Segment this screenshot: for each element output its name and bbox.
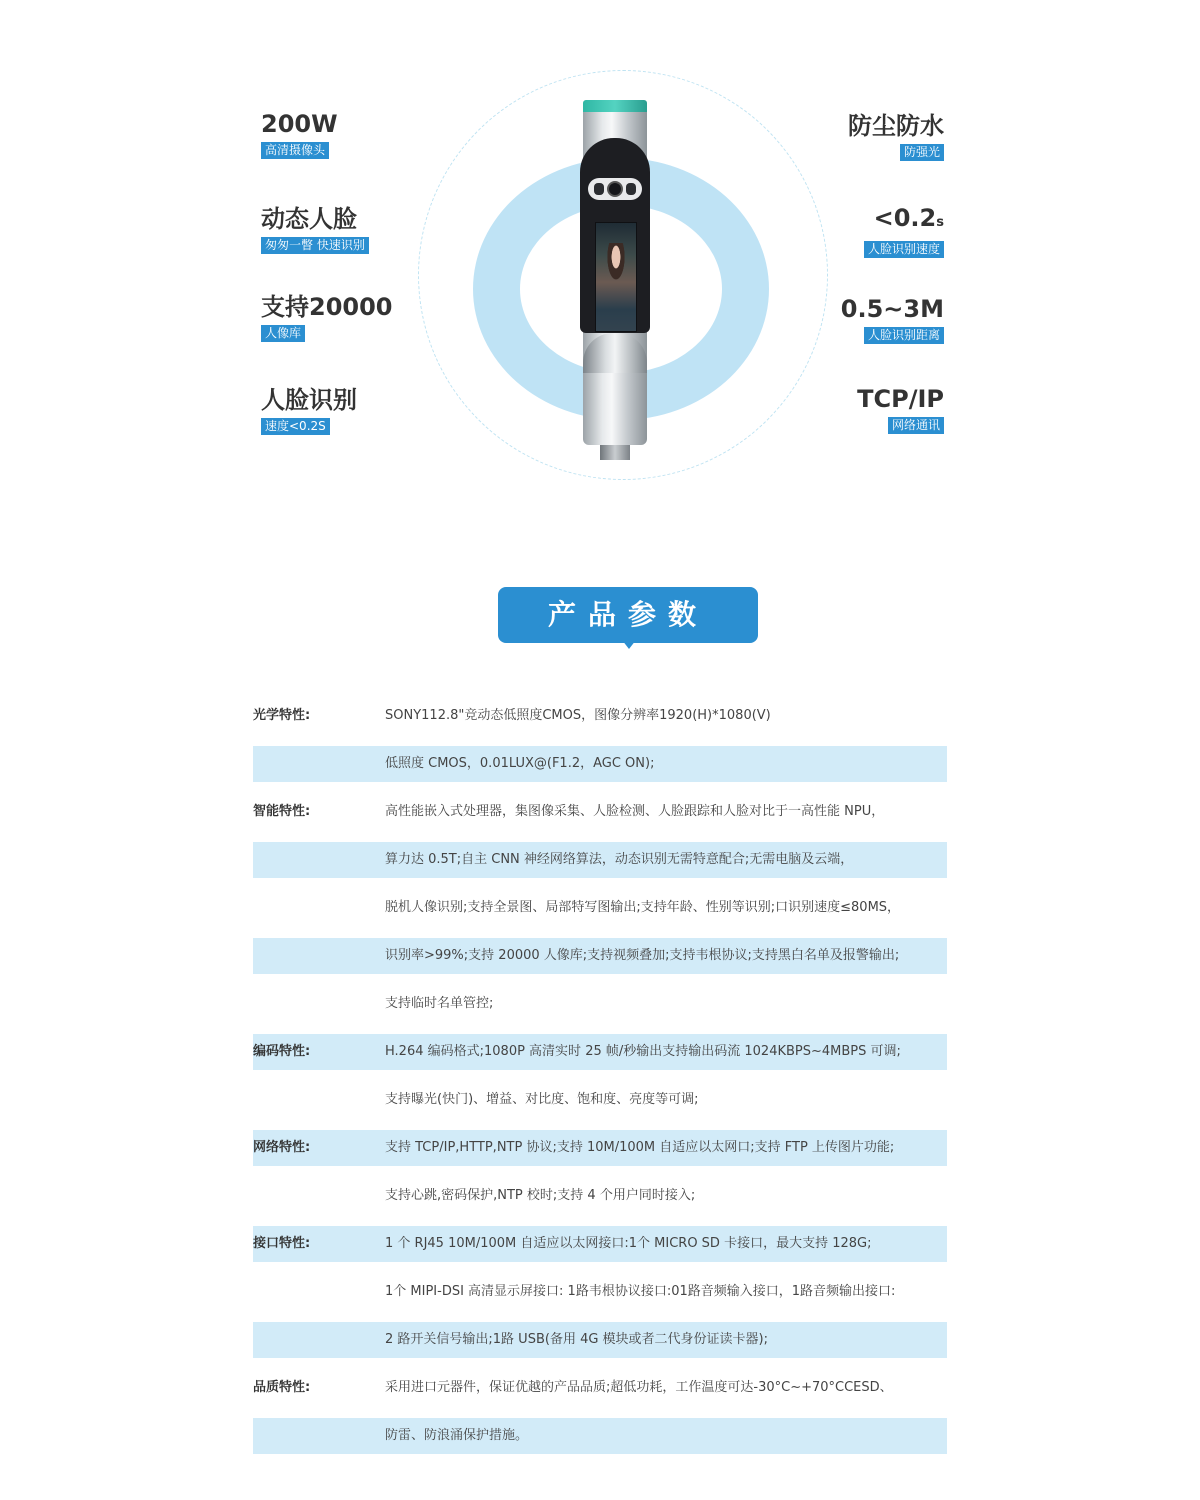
feature-tag: 人脸识别速度 — [864, 241, 944, 258]
feature-tag: 人像库 — [261, 325, 305, 342]
table-row — [253, 1034, 947, 1070]
table-row — [253, 794, 947, 830]
feature-title: TCP/IP — [857, 385, 944, 413]
feature-dynamic-face — [261, 205, 369, 254]
spec-value: H.264 编码格式;1080P 高清实时 25 帧/秒输出支持输出码流 1024KBPS~4MBPS 可调; — [385, 1044, 901, 1059]
camera-module — [588, 178, 642, 200]
spec-value: 低照度 CMOS，0.01LUX@(F1.2，AGC ON); — [385, 756, 655, 771]
feature-title: 200W — [261, 110, 338, 138]
hero-section — [0, 0, 1200, 520]
table-row — [253, 1418, 947, 1454]
device-screen — [595, 222, 637, 332]
feature-title-unit: s — [936, 215, 944, 230]
spec-value: 1个 MIPI-DSI 高清显示屏接口: 1路韦根协议接口:01路音频输入接口，1路音频输出接口: — [385, 1284, 896, 1299]
spec-value: 识别率>99%;支持 20000 人像库;支持视频叠加;支持韦根协议;支持黑白名单及报警输出; — [385, 948, 900, 963]
spec-value: 支持 TCP/IP,HTTP,NTP 协议;支持 10M/100M 自适应以太网口;支持 FTP 上传图片功能; — [385, 1140, 895, 1155]
spec-value: 防雷、防浪涌保护措施。 — [385, 1428, 529, 1443]
feature-tag: 网络通讯 — [888, 417, 944, 434]
feature-dustproof — [848, 112, 944, 161]
spec-category: 网络特性: — [253, 1140, 311, 1155]
ir-light-icon — [626, 183, 636, 195]
spec-value: 采用进口元器件，保证优越的产品品质;超低功耗，工作温度可达-30°C~+70°CCESD、 — [385, 1380, 893, 1395]
spec-category: 编码特性: — [253, 1044, 311, 1059]
table-row — [253, 1274, 947, 1310]
table-row — [253, 746, 947, 782]
feature-distance — [841, 295, 944, 344]
spec-value: 1 个 RJ45 10M/100M 自适应以太网接口:1个 MICRO SD 卡接口，最大支持 128G; — [385, 1236, 872, 1251]
feature-title — [864, 204, 944, 237]
table-row — [253, 1082, 947, 1118]
feature-face-library — [261, 293, 393, 342]
table-row — [253, 1370, 947, 1406]
device-cap — [583, 100, 647, 112]
feature-tag: 防强光 — [900, 144, 944, 161]
feature-tag: 高清摄像头 — [261, 142, 329, 159]
spec-value: 支持临时名单管控; — [385, 996, 494, 1011]
device-face-panel — [580, 138, 650, 333]
table-row — [253, 986, 947, 1022]
feature-tag: 速度<0.2S — [261, 418, 330, 435]
table-row — [253, 1130, 947, 1166]
table-row — [253, 938, 947, 974]
spec-table — [253, 698, 947, 1466]
feature-tag: 匆匆一瞥 快速识别 — [261, 237, 369, 254]
spec-category: 接口特性: — [253, 1236, 311, 1251]
spec-value: 支持曝光(快门)、增益、对比度、饱和度、亮度等可调; — [385, 1092, 699, 1107]
feature-title-main: <0.2 — [873, 204, 937, 232]
table-row — [253, 698, 947, 734]
table-row — [253, 890, 947, 926]
feature-title: 动态人脸 — [261, 205, 357, 233]
feature-camera — [261, 110, 338, 159]
camera-lens-icon — [607, 181, 623, 197]
spec-value: 脱机人像识别;支持全景图、局部特写图输出;支持年龄、性别等识别;口识别速度≤80MS， — [385, 900, 901, 915]
spec-value: 算力达 0.5T;自主 CNN 神经网络算法，动态识别无需特意配合;无需电脑及云端， — [385, 852, 854, 867]
feature-title: 人脸识别 — [261, 386, 357, 414]
table-row — [253, 1226, 947, 1262]
feature-title: 防尘防水 — [848, 112, 944, 140]
spec-category: 品质特性: — [253, 1380, 311, 1395]
ir-light-icon — [594, 183, 604, 195]
table-row — [253, 1322, 947, 1358]
feature-tag: 人脸识别距离 — [864, 327, 944, 344]
feature-title: 支持20000 — [261, 293, 393, 321]
spec-value: SONY112.8"竞动态低照度CMOS，图像分辨率1920(H)*1080(V) — [385, 708, 771, 723]
feature-recognition-speed — [261, 386, 357, 435]
section-title-pointer — [622, 640, 636, 649]
face-recognition-terminal-image — [580, 100, 650, 460]
feature-speed — [864, 204, 944, 258]
face-photo — [606, 243, 626, 283]
table-row — [253, 1178, 947, 1214]
spec-value: 支持心跳,密码保护,NTP 校时;支持 4 个用户同时接入; — [385, 1188, 696, 1203]
device-base — [600, 445, 630, 460]
feature-network — [857, 385, 944, 434]
section-title: 产品参数 — [498, 587, 758, 643]
spec-value: 高性能嵌入式处理器，集图像采集、人脸检测、人脸跟踪和人脸对比于一高性能 NPU， — [385, 804, 885, 819]
spec-category: 光学特性: — [253, 708, 311, 723]
feature-title: 0.5~3M — [840, 295, 944, 323]
spec-category: 智能特性: — [253, 804, 311, 819]
table-row — [253, 842, 947, 878]
spec-value: 2 路开关信号输出;1路 USB(备用 4G 模块或者二代身份证读卡器); — [385, 1332, 769, 1347]
